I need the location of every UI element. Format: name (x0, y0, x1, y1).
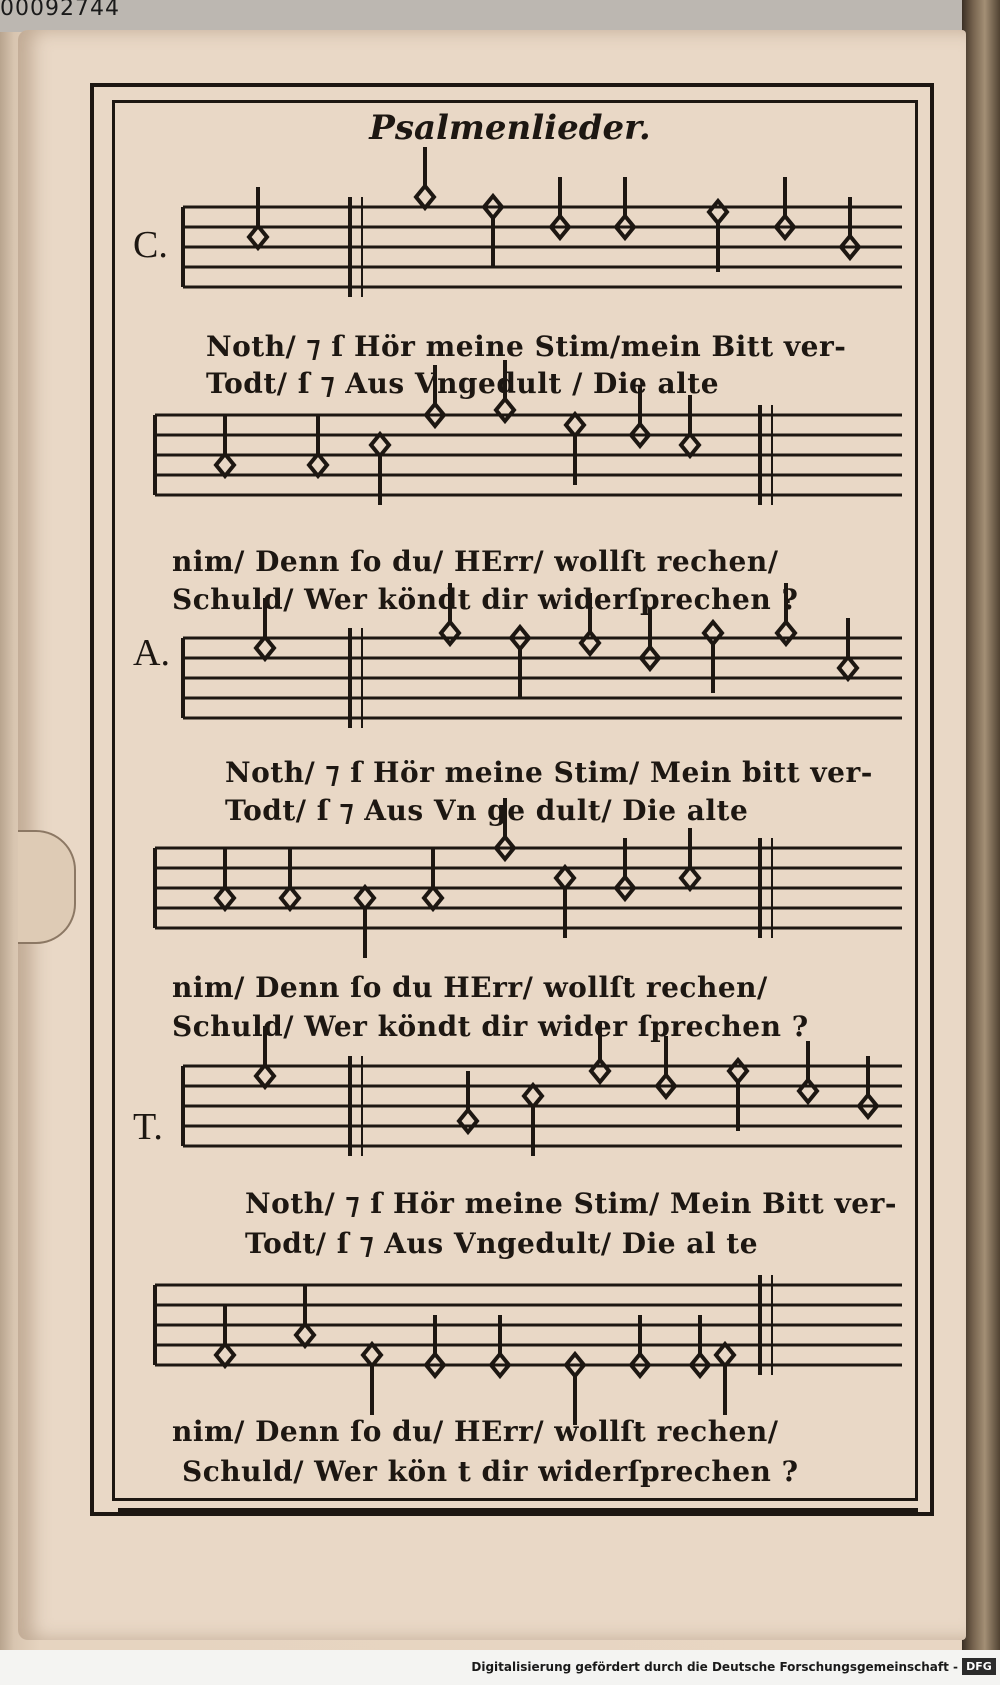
note-head (216, 415, 234, 476)
note-head (296, 1285, 314, 1346)
note-head (729, 1060, 747, 1131)
lyric-line: Schuld/ Wer köndt dir wider ſprechen ? (172, 1010, 809, 1043)
note-head (681, 828, 699, 889)
note-head (356, 887, 374, 958)
lyric-line: nim/ Denn ſo du HErr/ wollſt rechen/ (172, 971, 768, 1004)
lyric-line: Todt/ ſ ⁊ Aus Vngedult / Die alte (206, 367, 720, 400)
lyric-line: Todt/ ſ ⁊ Aus Vn ge dult/ Die alte (225, 794, 749, 827)
lyric-line: Noth/ ⁊ ſ Hör meine Stim/ Mein bitt ver- (225, 756, 873, 789)
lyric-line: nim/ Denn ſo du/ HErr/ wollſt rechen/ (172, 545, 779, 578)
note-head (839, 618, 857, 679)
note-head (216, 1305, 234, 1366)
lyric-line: Noth/ ⁊ ſ Hör meine Stim/mein Bitt ver- (206, 330, 847, 363)
lyric-line: nim/ Denn ſo du/ HErr/ wollſt rechen/ (172, 1415, 779, 1448)
lyric-line: Noth/ ⁊ ſ Hör meine Stim/ Mein Bitt ver- (245, 1187, 897, 1220)
note-head (249, 187, 267, 248)
note-head (363, 1344, 381, 1415)
voice-label-a: A. (133, 632, 170, 674)
digitization-credit: Digitalisierung gefördert durch die Deutsche Forschungsgemeinschaft - (471, 1660, 958, 1674)
note-head (424, 848, 442, 909)
note-head (309, 415, 327, 476)
note-head (216, 848, 234, 909)
record-id: 00092744 (0, 0, 120, 21)
note-head (681, 395, 699, 456)
note-head (416, 147, 434, 208)
note-head (716, 1344, 734, 1415)
lyric-line: Schuld/ Wer kön t dir widerſprechen ? (182, 1455, 799, 1488)
note-head (281, 848, 299, 909)
note-head (799, 1041, 817, 1102)
note-head (709, 201, 727, 272)
note-head (459, 1071, 477, 1132)
dfg-logo: DFG (962, 1658, 996, 1675)
lyric-line: Schuld/ Wer köndt dir widerſprechen ? (172, 583, 799, 616)
voice-label-t: T. (133, 1106, 163, 1148)
lyric-line: Todt/ ſ ⁊ Aus Vngedult/ Die al te (245, 1227, 759, 1260)
voice-label-c: C. (133, 224, 168, 266)
running-head: Psalmenlieder. (369, 108, 651, 148)
